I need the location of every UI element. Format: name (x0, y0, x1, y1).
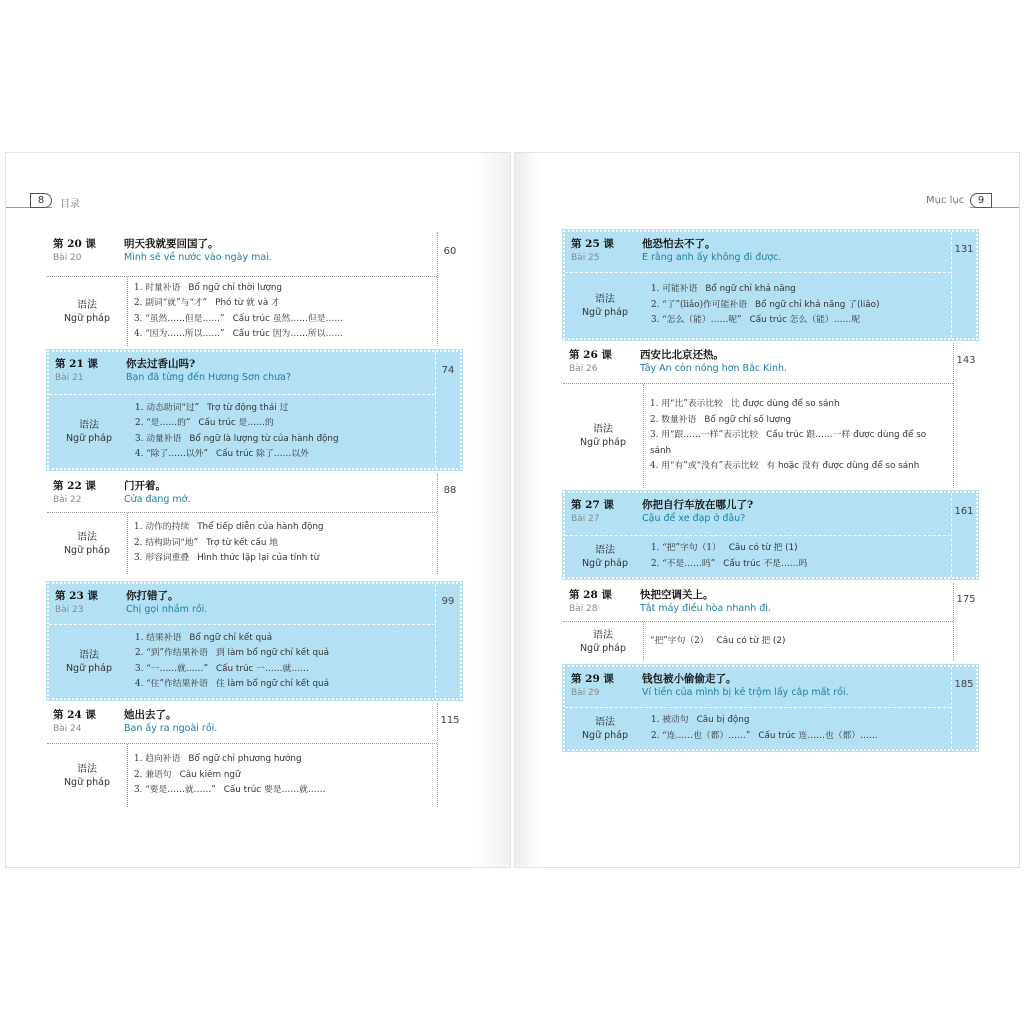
lesson-title-zh: 钱包被小偷偷走了。 (642, 673, 737, 685)
lesson-entry (47, 474, 462, 574)
grammar-items (129, 395, 435, 468)
grammar-section (563, 621, 953, 661)
lesson-number-vi: Bài 22 (53, 495, 82, 505)
lesson-body (49, 584, 435, 698)
grammar-item-vi: Cấu trúc 要是……就…… (223, 785, 326, 796)
grammar-item (135, 447, 429, 463)
page-number-column (435, 584, 460, 698)
lesson-number-zh: 第 29 课 (571, 673, 614, 685)
grammar-item-zh: 4. “住”作结果补语 (135, 679, 208, 689)
lesson-title-vi: Bạn đã từng đến Hương Sơn chưa? (126, 372, 292, 383)
lesson-title-zh: 你把自行车放在哪儿了? (642, 499, 754, 511)
grammar-item-zh: 2. 兼语句 (134, 769, 172, 780)
lesson-title (118, 703, 437, 743)
lesson-title (634, 583, 953, 621)
grammar-item (135, 401, 429, 417)
grammar-item-vi: Bổ ngữ chỉ số lượng (704, 414, 792, 425)
lesson-body (47, 703, 437, 807)
grammar-item-vi: Cấu trúc 因为……所以…… (232, 329, 344, 339)
grammar-item-zh: 2. “到”作结果补语 (135, 648, 208, 658)
grammar-items (127, 513, 437, 574)
grammar-section (47, 743, 437, 807)
lesson-header (47, 232, 437, 276)
lesson-body (565, 667, 951, 749)
page-number: 74 (441, 365, 455, 376)
grammar-section (47, 512, 437, 574)
grammar-item-zh: 2. 副词“就”与“才” (134, 298, 208, 308)
lesson-number-vi: Bài 25 (571, 253, 600, 263)
grammar-item-vi: Bổ ngữ là lượng từ của hành động (189, 433, 339, 444)
lesson-header (47, 703, 437, 743)
lesson-number-vi: Bài 24 (53, 724, 82, 734)
lesson-body (565, 232, 951, 338)
lesson-number-zh: 第 28 课 (569, 589, 612, 601)
lesson-number-zh: 第 21 课 (55, 358, 98, 370)
grammar-label-vi: Ngữ pháp (579, 642, 627, 654)
grammar-item-vi: Cấu trúc 怎么（能）……呢 (749, 315, 861, 326)
page-number-column (953, 583, 978, 661)
lesson-header (565, 232, 951, 272)
lesson-label (47, 232, 118, 276)
grammar-item-vi: Cấu trúc 一……就…… (215, 663, 309, 674)
lesson-number-vi: Bài 27 (571, 514, 600, 524)
lesson-number-zh: 第 22 课 (53, 480, 96, 492)
lesson-title-zh: 她出去了。 (124, 709, 177, 721)
lesson-entry (563, 665, 978, 751)
lesson-entry (563, 583, 978, 661)
lesson-title-zh: 你去过香山吗? (126, 358, 196, 370)
grammar-item-vi: Thể tiếp diễn của hành động (197, 522, 324, 533)
grammar-item-zh: 1. 时量补语 (134, 282, 181, 293)
grammar-item (134, 752, 431, 768)
lesson-header (563, 583, 953, 621)
grammar-items (645, 273, 951, 338)
page-number: 99 (441, 596, 455, 607)
grammar-section (563, 383, 953, 488)
grammar-item (135, 432, 429, 448)
grammar-item (650, 428, 947, 459)
grammar-label-zh: 语法 (77, 763, 97, 775)
right-page-title: Mục lục (926, 195, 965, 206)
grammar-item-vi: Cấu trúc 是……的 (198, 418, 274, 428)
grammar-item-vi: Bổ ngữ chỉ phương hướng (188, 754, 302, 765)
grammar-item (134, 327, 431, 343)
lesson-number-vi: Bài 26 (569, 364, 598, 374)
grammar-item (134, 520, 431, 536)
grammar-item-zh: 3. “虽然……但是……” (134, 313, 225, 324)
lesson-entry (47, 232, 462, 346)
lesson-number-zh: 第 27 课 (571, 499, 614, 511)
lesson-header (49, 352, 435, 394)
lesson-title-zh: 西安比北京还热。 (640, 349, 724, 361)
lesson-title-vi: Cửa đang mở. (124, 494, 191, 505)
grammar-label (565, 708, 645, 749)
grammar-label (47, 744, 127, 807)
lesson-label (49, 584, 120, 624)
lesson-title (636, 232, 951, 272)
grammar-label (563, 384, 643, 488)
lesson-number-zh: 第 26 课 (569, 349, 612, 361)
grammar-item-vi: Hình thức lặp lại của tính từ (197, 553, 320, 564)
lesson-title-vi: Tắt máy điều hòa nhanh đi. (640, 603, 771, 614)
lesson-title-vi: Mình sẽ về nước vào ngày mai. (124, 252, 272, 263)
grammar-section (47, 276, 437, 346)
grammar-item (651, 729, 945, 745)
lesson-body (565, 493, 951, 577)
grammar-item (135, 662, 429, 678)
lesson-entry (563, 491, 978, 579)
lesson-entry (47, 703, 462, 807)
grammar-item (135, 677, 429, 693)
lesson-title-zh: 明天我就要回国了。 (124, 238, 219, 250)
grammar-item-zh: 3. “要是……就……” (134, 785, 216, 796)
grammar-item (651, 313, 945, 329)
grammar-item-zh: “把”字句（2） (650, 635, 709, 646)
lesson-title-vi: Chị gọi nhầm rồi. (126, 604, 208, 615)
grammar-item-vi: Cấu trúc 虽然……但是…… (232, 313, 344, 324)
left-page-title: 目录 (60, 199, 80, 210)
grammar-item-zh: 1. 动态助词“过” (135, 402, 200, 413)
grammar-label-zh: 语法 (77, 531, 97, 543)
lesson-number-zh: 第 24 课 (53, 709, 96, 721)
lesson-label (565, 232, 636, 272)
grammar-label-vi: Ngữ pháp (63, 776, 111, 788)
grammar-items (129, 625, 435, 698)
lesson-label (47, 474, 118, 512)
grammar-item (651, 298, 945, 314)
page-number: 115 (440, 715, 460, 726)
lesson-header (563, 343, 953, 383)
lesson-label (563, 343, 634, 383)
grammar-item-zh: 3. 形容词重叠 (134, 553, 190, 564)
page-number: 88 (443, 485, 457, 496)
lesson-number-vi: Bài 23 (55, 605, 84, 615)
grammar-item (651, 541, 945, 557)
grammar-item-vi: Bổ ngữ chỉ thời lượng (188, 282, 282, 293)
grammar-label-zh: 语法 (595, 716, 615, 728)
grammar-item-zh: 1. 可能补语 (651, 284, 698, 295)
lesson-body (563, 583, 953, 661)
grammar-item-zh: 3. 动量补语 (135, 433, 182, 444)
grammar-item-vi: 住 làm bổ ngữ chỉ kết quả (215, 679, 330, 689)
grammar-item-zh: 4. “因为……所以……” (134, 329, 225, 339)
lesson-header (565, 667, 951, 707)
page-number: 143 (956, 355, 976, 366)
grammar-item (134, 783, 431, 799)
grammar-label-zh: 语法 (79, 649, 99, 661)
grammar-item (650, 397, 947, 413)
grammar-item-vi: 有 hoặc 没有 được dùng để so sánh (766, 461, 920, 472)
lesson-entry (563, 230, 978, 340)
grammar-label-zh: 语法 (593, 424, 613, 435)
grammar-item (135, 631, 429, 647)
grammar-item-zh: 4. “除了……以外” (135, 449, 208, 459)
lesson-entry (47, 350, 462, 470)
grammar-item-zh: 3. 用“跟……一样”表示比较 (650, 430, 759, 441)
grammar-item-zh: 2. “连……也（都）……” (651, 730, 751, 741)
lesson-header (49, 584, 435, 624)
grammar-label-vi: Ngữ pháp (63, 544, 111, 556)
grammar-label (565, 536, 645, 577)
grammar-label (563, 622, 643, 661)
grammar-item-vi: Câu kiêm ngữ (179, 769, 241, 780)
grammar-item-zh: 3. “一……就……” (135, 663, 208, 674)
left-page-number: 8 (30, 193, 52, 208)
lesson-label (49, 352, 120, 394)
grammar-item-vi: Cấu trúc 不是……吗 (723, 558, 808, 569)
grammar-label (565, 273, 645, 338)
grammar-items (645, 536, 951, 577)
lesson-title (636, 493, 951, 535)
grammar-item (651, 557, 945, 573)
page-number: 161 (954, 506, 974, 517)
grammar-item-vi: Câu có từ 把 (1) (728, 543, 798, 553)
grammar-item (650, 459, 947, 475)
grammar-item (135, 646, 429, 662)
grammar-item (651, 282, 945, 298)
grammar-items (643, 384, 953, 488)
grammar-section (565, 535, 951, 577)
grammar-label-zh: 语法 (593, 629, 613, 641)
grammar-item (650, 413, 947, 429)
lesson-title-vi: Cậu để xe đạp ở đâu? (642, 513, 746, 524)
page-number-column (437, 232, 462, 346)
page-number-column (953, 343, 978, 488)
grammar-label (47, 277, 127, 346)
grammar-items (645, 708, 951, 749)
lesson-title (118, 232, 437, 276)
page-number-column (437, 474, 462, 574)
grammar-item (134, 768, 431, 784)
lesson-entry (563, 343, 978, 488)
grammar-item-zh: 3. “怎么（能）……呢” (651, 315, 742, 326)
page-number: 185 (954, 679, 974, 690)
grammar-item-zh: 1. “把”字句（1） (651, 543, 721, 553)
grammar-item-zh: 2. “是……的” (135, 418, 191, 428)
grammar-item-vi: Phó từ 就 và 才 (215, 298, 280, 308)
page-number-column (435, 352, 460, 468)
grammar-item-vi: Trợ từ động thái 过 (207, 402, 289, 413)
grammar-label-vi: Ngữ pháp (579, 437, 627, 448)
lesson-title-zh: 快把空调关上。 (640, 589, 714, 601)
grammar-item-vi: Câu bị động (696, 715, 750, 725)
lesson-title-zh: 门开着。 (124, 480, 166, 492)
grammar-item (651, 713, 945, 729)
grammar-label-vi: Ngữ pháp (63, 312, 111, 324)
grammar-item-vi: Bổ ngữ chỉ khả năng (705, 284, 796, 295)
grammar-item-zh: 4. 用“有”或“没有”表示比较 (650, 461, 759, 472)
grammar-item-vi: 到 làm bổ ngữ chỉ kết quả (215, 648, 330, 658)
lesson-title (120, 352, 435, 394)
lesson-title (118, 474, 437, 512)
grammar-item (134, 551, 431, 567)
grammar-items (643, 622, 953, 661)
grammar-label-vi: Ngữ pháp (65, 432, 113, 444)
grammar-item-vi: Cấu trúc 跟……一样 được dùng để so sánh (650, 430, 927, 456)
lesson-label (565, 493, 636, 535)
lesson-number-vi: Bài 28 (569, 604, 598, 614)
grammar-item-zh: 2. “不是……吗” (651, 558, 716, 569)
grammar-items (127, 277, 437, 346)
grammar-label-zh: 语法 (595, 544, 615, 556)
lesson-title-vi: Ví tiền của mình bị kẻ trộm lấy cắp mất rồi. (642, 687, 849, 698)
lesson-title (634, 343, 953, 383)
lesson-title-vi: Bạn ấy ra ngoài rồi. (124, 723, 218, 734)
lesson-number-zh: 第 25 课 (571, 238, 614, 250)
grammar-label-vi: Ngữ pháp (581, 729, 629, 741)
page-number: 131 (954, 244, 974, 255)
grammar-item-zh: 1. 用“比”表示比较 (650, 399, 723, 410)
grammar-section (565, 272, 951, 338)
lesson-body (49, 352, 435, 468)
grammar-item-zh: 2. “了”(liǎo)作可能补语 (651, 299, 747, 310)
grammar-item-vi: Cấu trúc 连……也（都）…… (758, 730, 878, 741)
lesson-label (563, 583, 634, 621)
grammar-item-vi: 比 được dùng để so sánh (730, 399, 840, 410)
grammar-item-vi: Bổ ngữ chỉ kết quả (189, 632, 273, 643)
right-page-number: 9 (970, 193, 992, 208)
lesson-body (47, 474, 437, 574)
grammar-item-zh: 1. 结果补语 (135, 632, 182, 643)
grammar-item (134, 281, 431, 297)
grammar-label-zh: 语法 (79, 419, 99, 431)
lesson-title (636, 667, 951, 707)
page-number-column (951, 493, 976, 577)
grammar-label-vi: Ngữ pháp (581, 557, 629, 569)
grammar-label-vi: Ngữ pháp (65, 662, 113, 674)
grammar-item-zh: 1. 动作的持续 (134, 522, 190, 533)
grammar-section (49, 394, 435, 468)
lesson-title-zh: 他恐怕去不了。 (642, 238, 716, 250)
lesson-number-zh: 第 23 课 (55, 590, 98, 602)
lesson-entry (47, 582, 462, 700)
page-number-column (951, 232, 976, 338)
page-number: 60 (443, 246, 457, 257)
grammar-section (49, 624, 435, 698)
lesson-label (47, 703, 118, 743)
grammar-label-vi: Ngữ pháp (581, 306, 629, 318)
page-number-column (437, 703, 462, 807)
grammar-section (565, 707, 951, 749)
grammar-item-vi: Cấu trúc 除了……以外 (215, 449, 309, 459)
grammar-item-zh: 1. 被动句 (651, 715, 689, 725)
lesson-label (565, 667, 636, 707)
lesson-body (563, 343, 953, 488)
grammar-item (134, 312, 431, 328)
grammar-item-vi: Câu có từ 把 (2) (716, 635, 786, 646)
grammar-item (134, 296, 431, 312)
lesson-body (47, 232, 437, 346)
lesson-number-vi: Bài 29 (571, 688, 600, 698)
grammar-label (49, 625, 129, 698)
grammar-item (135, 416, 429, 432)
page-number: 175 (956, 594, 976, 605)
grammar-label (47, 513, 127, 574)
grammar-items (127, 744, 437, 807)
grammar-item-vi: Trợ từ kết cấu 地 (206, 537, 279, 548)
lesson-title-zh: 你打错了。 (126, 590, 179, 602)
grammar-item (650, 634, 947, 650)
grammar-item (134, 536, 431, 552)
lesson-number-vi: Bài 20 (53, 253, 82, 263)
grammar-item-zh: 1. 趋向补语 (134, 754, 181, 765)
grammar-item-vi: Bổ ngữ chỉ khả năng 了(liǎo) (755, 299, 880, 310)
lesson-number-zh: 第 20 课 (53, 238, 96, 250)
grammar-item-zh: 2. 结构助词“地” (134, 537, 199, 548)
lesson-title-vi: Tây An còn nóng hơn Bắc Kinh. (640, 363, 788, 374)
lesson-number-vi: Bài 21 (55, 373, 84, 383)
grammar-label-zh: 语法 (595, 293, 615, 305)
lesson-header (47, 474, 437, 512)
grammar-item-zh: 2. 数量补语 (650, 414, 697, 425)
lesson-title-vi: E rằng anh ấy không đi được. (642, 252, 782, 263)
lesson-header (565, 493, 951, 535)
grammar-label-zh: 语法 (77, 299, 97, 311)
page-number-column (951, 667, 976, 749)
grammar-label (49, 395, 129, 468)
lesson-title (120, 584, 435, 624)
